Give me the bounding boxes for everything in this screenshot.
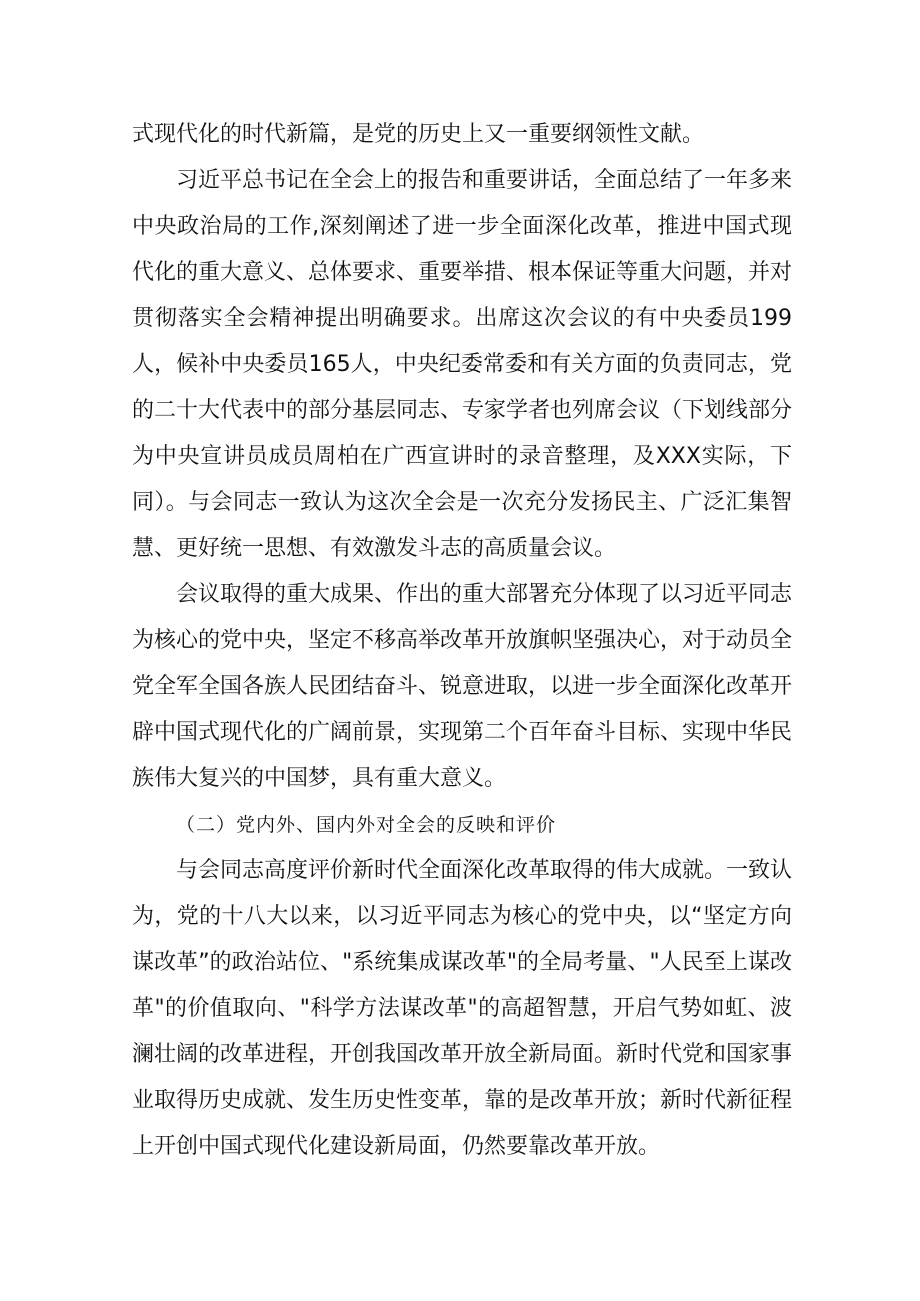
- paragraph-continuation: 式现代化的时代新篇，是党的历史上又一重要纲领性文献。: [132, 122, 705, 147]
- paragraph-meeting-significance: 会议取得的重大成果、作出的重大部署充分体现了以习近平同志为核心的党中央，坚定不移高举改革开放旗帜坚强决心，对于动员全党全军全国各族人民团结奋斗、锐意进取，以进一步全面深化改革开辟中国式现代化的广阔前景，实现第二个百年奋斗目标、实现中华民族伟大复兴的中国梦，具有重大意义。: [132, 582, 793, 791]
- paragraph-plenary-report: 习近平总书记在全会上的报告和重要讲话，全面总结了一年多来中央政治局的工作,深刻阐述了进一步全面深化改革，推进中国式现代化的重大意义、总体要求、重要举措、根本保证等重大问题，并对贯彻落实全会精神提出明确要求。出席这次会议的有中央委员199人，候补中央委员165人，中央纪委常委和有关方面的负责同志，党的二十大代表中的部分基层同志、专家学者也列席会议（下划线部分为中央宣讲员成员周柏在广西宣讲时的录音整理，及XXX实际，下同）。与会同志一致认为这次全会是一次充分发扬民主、广泛汇集智慧、更好统一思想、有效激发斗志的高质量会议。: [132, 168, 793, 561]
- document-body: [132, 112, 792, 1170]
- paragraph-reform-evaluation: 与会同志高度评价新时代全面深化改革取得的伟大成就。一致认为，党的十八大以来，以习近平同志为核心的党中央，以“坚定方向谋改革”的政治站位、"系统集成谋改革"的全局考量、"人民至上谋改革"的价值取向、"科学方法谋改革"的高超智慧，开启气势如虹、波澜壮阔的改革进程，开创我国改革开放全新局面。新时代党和国家事业取得历史成就、发生历史性变革，靠的是改革开放；新时代新征程上开创中国式现代化建设新局面，仍然要靠改革开放。: [132, 858, 793, 1159]
- section-heading: （二）党内外、国内外对全会的反映和评价: [176, 814, 557, 836]
